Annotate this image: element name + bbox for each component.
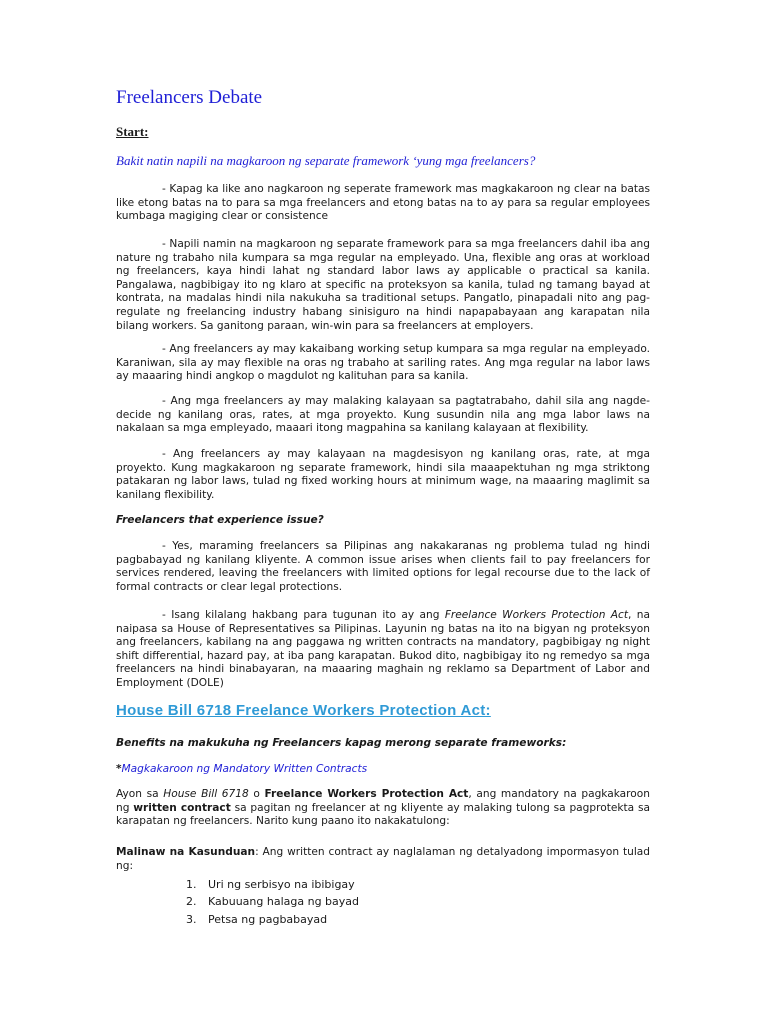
star-bullet: *: [116, 763, 122, 775]
list-item: 1. Uri ng serbisyo na ibibigay: [186, 878, 355, 891]
paragraph-3: - Ang freelancers ay may kakaibang working setup kumpara sa mga regular na empleyado. Karaniwan, sila ay may flexible na oras ng trabaho at sariling rates. Ang mga regular na labor laws ay maaaring hindi angkop o magdulot ng kalituhan para sa kanila.: [116, 343, 650, 383]
paragraph-4: - Ang mga freelancers ay may malaking kalayaan sa pagtatrabaho, dahil sila ang nagde-decide ng kanilang oras, rates, at mga proyekto. Kung susundin nila ang mga labor laws na nakalaan sa mga empleyado, maaari itong magpahina sa kanilang kalayaan at flexibility.: [116, 395, 650, 435]
malinaw-label: Malinaw na Kasunduan: [116, 846, 256, 858]
issue-paragraph: - Yes, maraming freelancers sa Pilipinas ang nakakaranas ng problema tulad ng hindi pagbabayad ng kanilang kliyente. A common issue arises when clients fail to pay freelancers for services rendered, leaving the freelancers with limited options for legal recourse due to the lack of formal contracts or clear legal protections.: [116, 540, 650, 593]
paragraph-1: - Kapag ka like ano nagkaroon ng seperate framework mas magkakaroon ng clear na batas like etong batas na to para sa mga freelancers and etong batas na to ay para sa regular employees kumbaga magiging clear or consistence: [116, 183, 650, 223]
act-paragraph: - Isang kilalang hakbang para tugunan ito ay ang Freelance Workers Protection Act, na naipasa sa House of Representatives sa Pilipinas. Layunin ng batas na ito na bigyan ng proteksyon ang freelancers, kabilang na ang paggawa ng written contracts na mandatory, pagbibigay ng night shift differential, hazard pay, at iba pang karapatan. Bukod dito, nagbibigay ito ng remedyo sa mga freelancers na hindi binabayaran, na maaaring maghain ng reklamo sa Department of Labor and Employment (DOLE): [116, 609, 650, 689]
list-item: 2. Kabuuang halaga ng bayad: [186, 895, 360, 909]
numbered-list: [186, 876, 359, 928]
start-label: Start:: [116, 124, 149, 139]
benefits-heading: Benefits na makukuha ng Freelancers kapag merong separate frameworks:: [116, 737, 567, 749]
question-heading: Bakit natin napili na magkaroon ng separate framework ‘yung mga freelancers?: [116, 153, 536, 168]
paragraph-2: - Napili namin na magkaroon ng separate framework para sa mga freelancers dahil iba ang nature ng trabaho nila kumpara sa mga regular na empleyado. Una, flexible ang oras at workload ng freelancers, kaya hindi lahat ng standard labor laws ay applicable o practical sa kanila. Pangalawa, nagbibigay ito ng klaro at specific na proteksyon sa kanila, tulad ng tamang bayad at kontrata, na madalas hindi nila nakukuha sa traditional setups. Pangatlo, pinapadali nito ang pag-regulate ng freelancing industry habang sinisiguro na hindi napapabayaan ang karapatan nila bilang workers. Sa ganitong paraan, win-win para sa freelancers at employers.: [116, 238, 650, 332]
benefit-item-label: Magkakaroon ng Mandatory Written Contracts: [121, 763, 368, 775]
benefit-item: [116, 763, 367, 775]
issue-heading: Freelancers that experience issue?: [116, 514, 324, 526]
paragraph-5: - Ang freelancers ay may kalayaan na magdesisyon ng kanilang oras, rate, at mga proyekto. Kung magkakaroon ng separate framework, hindi sila maaapektuhan ng mga striktong patakaran ng labor laws, tulad ng fixed working hours at minimum wage, na maaaring maglimit sa kanilang flexibility.: [116, 448, 650, 501]
malinaw-paragraph: Malinaw na Kasunduan: Ang written contract ay naglalaman ng detalyadong impormasyon tulad ng:: [116, 846, 650, 872]
document-title: Freelancers Debate: [116, 87, 263, 108]
ayon-paragraph: Ayon sa House Bill 6718 o Freelance Workers Protection Act, ang mandatory na pagkakaroon ng written contract sa pagitan ng freelancer at ng kliyente ay malaking tulong sa pagprotekta sa karapatan ng freelancers. Narito kung paano ito nakakatulong:: [116, 788, 650, 828]
act-name-italic: Freelance Workers Protection Act: [444, 609, 629, 621]
house-bill-heading: House Bill 6718 Freelance Workers Protection Act:: [116, 702, 491, 719]
list-item: 3. Petsa ng pagbabayad: [186, 912, 328, 926]
